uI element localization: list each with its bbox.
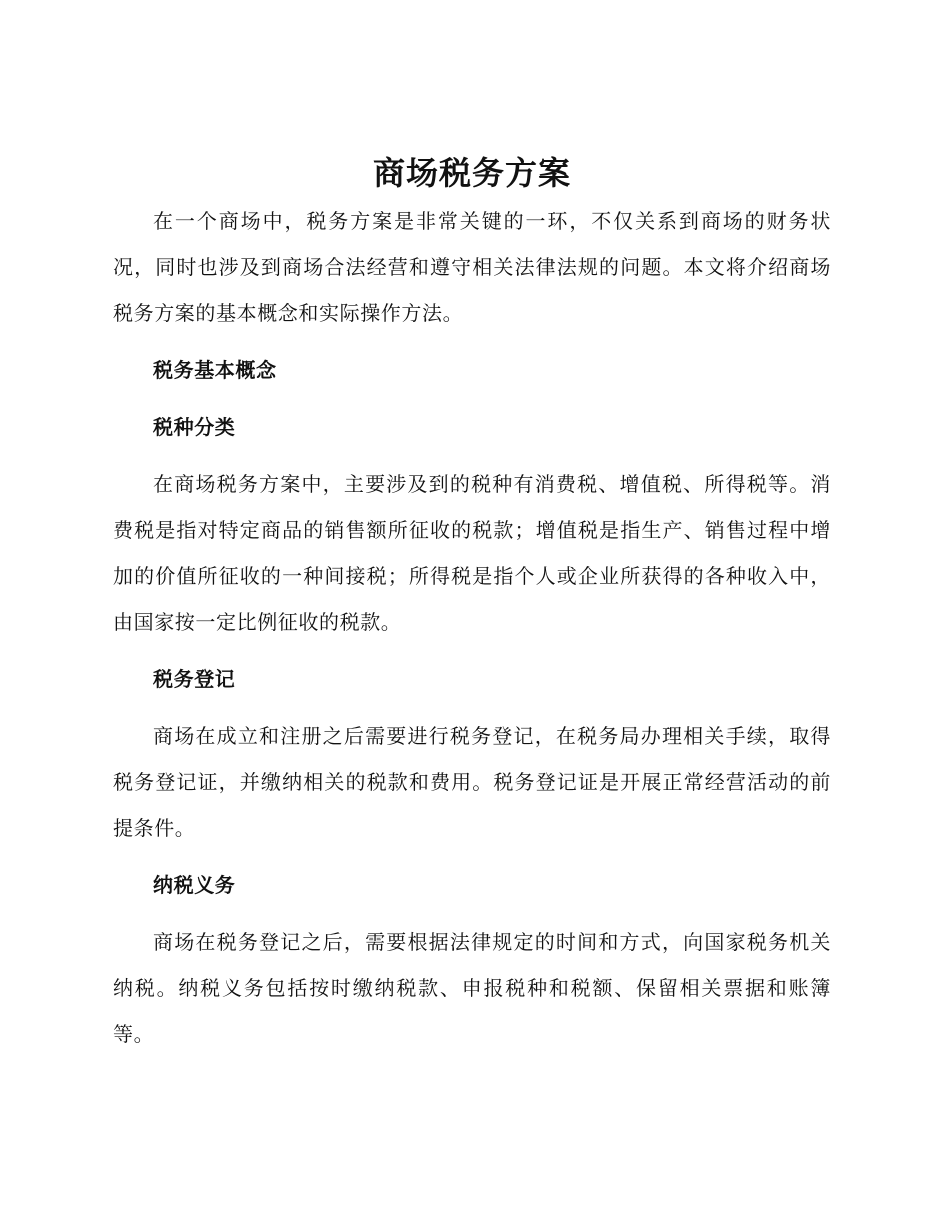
section-heading-tax-obligations: 纳税义务 [153, 873, 236, 897]
section-heading-tax-registration: 税务登记 [153, 667, 236, 691]
intro-paragraph: 在一个商场中，税务方案是非常关键的一环，不仅关系到商场的财务状况，同时也涉及到商场合法经营和遵守相关法律法规的问题。本文将介绍商场税务方案的基本概念和实际操作方法。 [113, 209, 831, 325]
section-heading-tax-basics: 税务基本概念 [153, 358, 277, 382]
section-heading-tax-categories: 税种分类 [153, 415, 236, 439]
document-page [113, 148, 831, 1057]
document-title: 商场税务方案 [372, 154, 571, 192]
tax-obligations-paragraph: 商场在税务登记之后，需要根据法律规定的时间和方式，向国家税务机关纳税。纳税义务包括按时缴纳税款、申报税种和税额、保留相关票据和账簿等。 [113, 930, 831, 1046]
tax-categories-paragraph: 在商场税务方案中，主要涉及到的税种有消费税、增值税、所得税等。消费税是指对特定商品的销售额所征收的税款；增值税是指生产、销售过程中增加的价值所征收的一种间接税；所得税是指个人或企业所获得的各种收入中，由国家按一定比例征收的税款。 [113, 472, 831, 634]
tax-registration-paragraph: 商场在成立和注册之后需要进行税务登记，在税务局办理相关手续，取得税务登记证，并缴纳相关的税款和费用。税务登记证是开展正常经营活动的前提条件。 [113, 724, 831, 840]
